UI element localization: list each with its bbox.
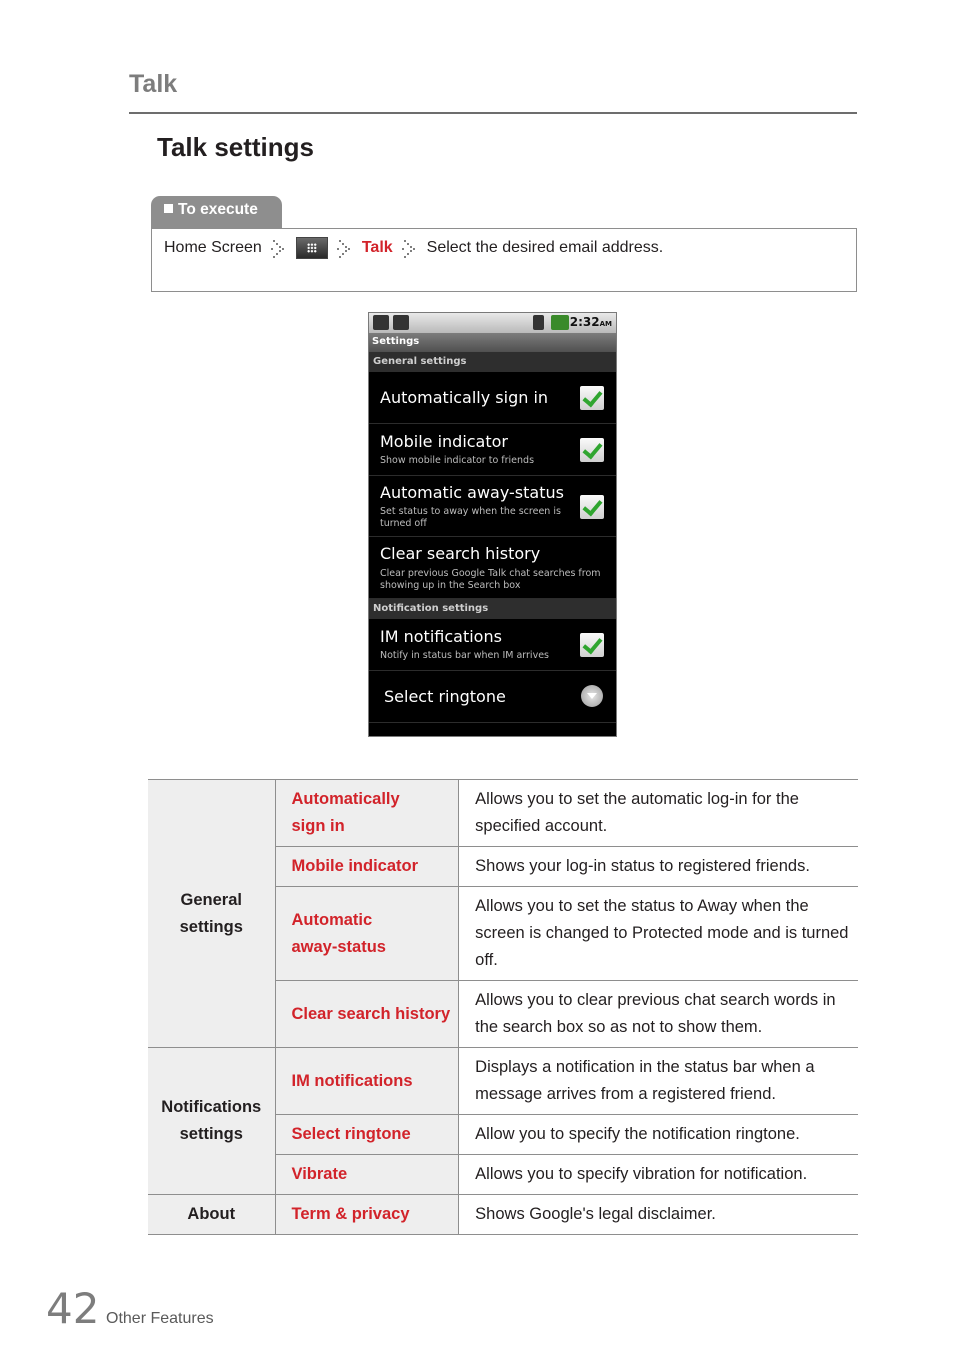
item-name: Automatic away-status xyxy=(275,887,459,981)
item-desc: Allows you to set the status to Away when the screen is changed to Protected mode and is turned off. xyxy=(459,887,858,981)
group-label: Notifications settings xyxy=(161,1098,262,1143)
setting-subtitle: Notify in status bar when IM arrives xyxy=(380,650,549,661)
page-number: 42 xyxy=(46,1284,100,1333)
item-name: Mobile indicator xyxy=(275,847,459,887)
item-name: Vibrate xyxy=(275,1155,459,1195)
item-desc: Allows you to set the automatic log-in for the specified account. xyxy=(459,780,858,847)
footer-chapter: Other Features xyxy=(106,1310,214,1327)
phone-screenshot xyxy=(368,312,617,737)
table-row xyxy=(148,780,858,847)
setting-auto-sign-in[interactable] xyxy=(369,372,616,424)
settings-title: Settings xyxy=(369,333,616,352)
setting-title: IM notifications xyxy=(380,627,502,646)
item-name: IM notifications xyxy=(275,1048,459,1115)
path-arrow-icon xyxy=(401,238,419,258)
item-name: Term & privacy xyxy=(275,1195,459,1235)
path-arrow-icon xyxy=(270,238,288,258)
section-rule xyxy=(129,112,857,114)
network-icon xyxy=(533,315,544,330)
checkbox-checked-icon[interactable] xyxy=(580,495,604,519)
dropdown-icon[interactable] xyxy=(581,685,603,707)
setting-title: Clear search history xyxy=(380,544,541,563)
settings-table xyxy=(148,779,858,1235)
item-desc: Displays a notification in the status bar when a message arrives from a registered friend. xyxy=(459,1048,858,1115)
app-drawer-icon xyxy=(296,237,328,259)
setting-auto-away[interactable] xyxy=(369,476,616,537)
setting-subtitle: Show mobile indicator to friends xyxy=(380,455,535,466)
setting-subtitle: Clear previous Google Talk chat searches from showing up in the Search box xyxy=(380,568,601,591)
group-label: General settings xyxy=(179,890,243,936)
execute-tab-label: To execute xyxy=(178,201,258,218)
general-settings-header: General settings xyxy=(369,352,616,372)
path-arrow-icon xyxy=(336,238,354,258)
path-step-select: Select the desired email address. xyxy=(426,239,664,256)
android-debug-icon xyxy=(393,315,409,330)
usb-icon xyxy=(373,315,389,330)
table-row xyxy=(148,1195,858,1235)
notification-settings-header: Notification settings xyxy=(369,599,616,619)
setting-subtitle: Set status to away when the screen is turned off xyxy=(380,506,561,529)
item-desc: Allows you to specify vibration for notification. xyxy=(459,1155,858,1195)
item-name: Automatically sign in xyxy=(275,780,459,847)
item-desc: Allow you to specify the notification ringtone. xyxy=(459,1115,858,1155)
execute-box xyxy=(151,228,857,292)
setting-mobile-indicator[interactable] xyxy=(369,424,616,476)
clock-time: 2:32 xyxy=(569,315,600,329)
setting-clear-search[interactable] xyxy=(369,537,616,599)
checkbox-checked-icon[interactable] xyxy=(580,438,604,462)
clock-ampm: AM xyxy=(599,320,612,328)
setting-title: Mobile indicator xyxy=(380,432,508,451)
setting-title: Select ringtone xyxy=(384,687,506,706)
clock xyxy=(570,315,612,329)
execute-tab xyxy=(151,196,282,229)
status-bar xyxy=(369,313,616,333)
table-row xyxy=(148,1048,858,1115)
item-name: Select ringtone xyxy=(275,1115,459,1155)
group-notifications xyxy=(148,1048,275,1195)
group-about: About xyxy=(148,1195,275,1235)
setting-title: Automatically sign in xyxy=(380,388,549,407)
setting-title: Automatic away-status xyxy=(380,483,564,502)
setting-im-notifications[interactable] xyxy=(369,619,616,671)
square-bullet-icon xyxy=(164,204,173,213)
group-general xyxy=(148,780,275,1048)
item-desc: Shows your log-in status to registered friends. xyxy=(459,847,858,887)
execute-path xyxy=(164,237,663,259)
checkbox-checked-icon[interactable] xyxy=(580,386,604,410)
item-name: Clear search history xyxy=(275,981,459,1048)
item-desc: Allows you to clear previous chat search words in the search box so as not to show them. xyxy=(459,981,858,1048)
path-step-talk: Talk xyxy=(361,239,393,256)
path-step-home: Home Screen xyxy=(164,239,262,256)
battery-icon xyxy=(551,315,569,330)
item-desc: Shows Google's legal disclaimer. xyxy=(459,1195,858,1235)
section-title: Talk xyxy=(129,70,178,98)
page-title: Talk settings xyxy=(157,132,315,162)
checkbox-checked-icon[interactable] xyxy=(580,633,604,657)
setting-select-ringtone[interactable] xyxy=(369,671,616,723)
